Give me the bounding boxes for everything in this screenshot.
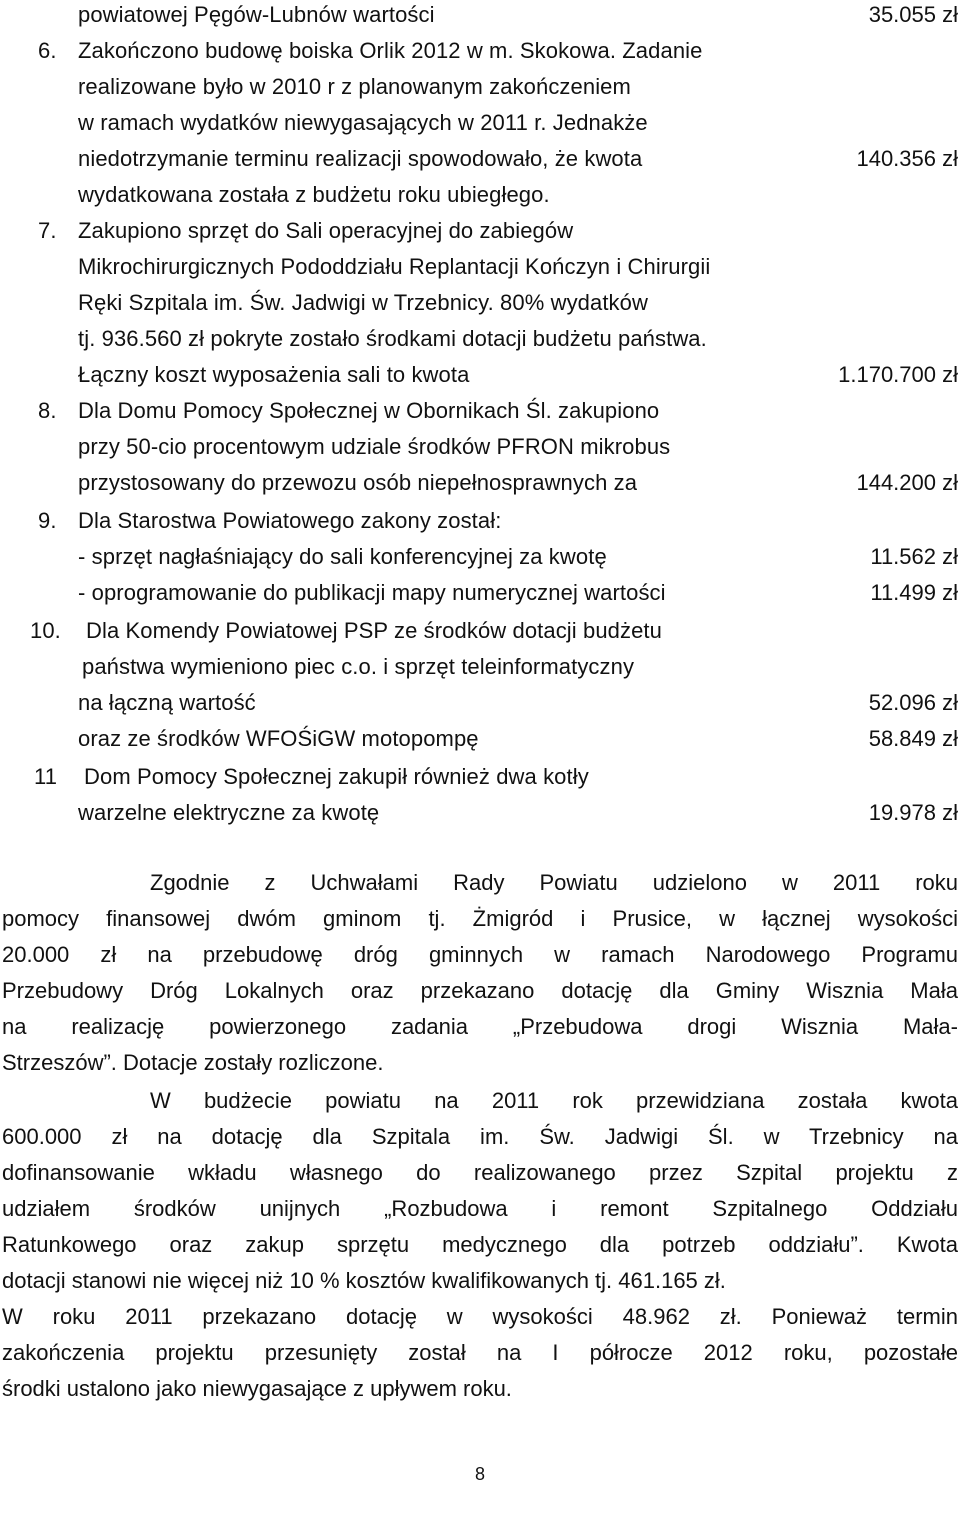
item-line: na łączną wartość [78,690,256,715]
paragraph-line: Zgodnie z Uchwałami Rady Powiatu udzielono w 2011 roku [150,870,958,895]
paragraph-line: 20.000 zł na przebudowę dróg gminnych w ramach Narodowego Programu [2,942,958,967]
item-line: Dom Pomocy Społecznej zakupił również dwa kotły [84,764,589,789]
item-amount: 58.849 zł [868,726,958,751]
paragraph-line: dotacji stanowi nie więcej niż 10 % kosztów kwalifikowanych tj. 461.165 zł. [2,1268,726,1293]
paragraph-line: udziałem środków unijnych „Rozbudowa i remont Szpitalnego Oddziału [2,1196,958,1221]
item-line: niedotrzymanie terminu realizacji spowodowało, że kwota [78,146,643,171]
item-line: powiatowej Pęgów-Lubnów wartości [78,2,435,27]
item-amount: 1.170.700 zł [838,362,958,387]
item-line: w ramach wydatków niewygasających w 2011 r. Jednakże [78,110,648,135]
item-amount: 19.978 zł [868,800,958,825]
paragraph-line: zakończenia projektu przesunięty został na I półrocze 2012 roku, pozostałe [2,1340,958,1365]
item-amount: 140.356 zł [856,146,958,171]
item-line: przy 50-cio procentowym udziale środków PFRON mikrobus [78,434,671,459]
item-number: 6. [38,38,57,63]
paragraph-line: na realizację powierzonego zadania „Przebudowa drogi Wisznia Mała- [2,1014,958,1039]
page-number: 8 [474,1464,485,1484]
paragraph-line: Ratunkowego oraz zakup sprzętu medycznego dla potrzeb oddziału”. Kwota [2,1232,958,1257]
item-line: oraz ze środków WFOŚiGW motopompę [78,726,479,751]
paragraph-line: pomocy finansowej dwóm gminom tj. Żmigród i Prusice, w łącznej wysokości [2,906,958,931]
item-line: Dla Domu Pomocy Społecznej w Obornikach Śl. zakupiono [78,398,660,423]
item-number: 7. [38,218,57,243]
item-line: przystosowany do przewozu osób niepełnosprawnych za [78,470,638,495]
paragraph-line: 600.000 zł na dotację dla Szpitala im. Św. Jadwigi Śl. w Trzebnicy na [2,1124,958,1149]
item-line: Zakończono budowę boiska Orlik 2012 w m. Skokowa. Zadanie [78,38,703,63]
item-line: warzelne elektryczne za kwotę [78,800,380,825]
item-amount: 144.200 zł [856,470,958,495]
item-number: 11 [34,764,58,789]
paragraph-line: W budżecie powiatu na 2011 rok przewidziana została kwota [150,1088,958,1113]
item-line: Łączny koszt wyposażenia sali to kwota [78,362,470,387]
item-line: Ręki Szpitala im. Św. Jadwigi w Trzebnicy. 80% wydatków [78,290,648,315]
item-amount: 52.096 zł [868,690,958,715]
paragraph-line: W roku 2011 przekazano dotację w wysokości 48.962 zł. Ponieważ termin [2,1304,958,1329]
item-amount: 11.562 zł [870,544,958,569]
paragraph-line: środki ustalono jako niewygasające z upływem roku. [2,1376,512,1401]
item-line: Dla Komendy Powiatowej PSP ze środków dotacji budżetu [86,618,662,643]
item-amount: 11.499 zł [870,580,958,605]
item-number: 9. [38,508,57,533]
item-line: Mikrochirurgicznych Pododdziału Replantacji Kończyn i Chirurgii [78,254,711,279]
item-line: Zakupiono sprzęt do Sali operacyjnej do zabiegów [78,218,574,243]
item-line: wydatkowana została z budżetu roku ubiegłego. [78,182,550,207]
item-amount: 35.055 zł [868,2,958,27]
item-line: realizowane było w 2010 r z planowanym zakończeniem [78,74,631,99]
item-line: Dla Starostwa Powiatowego zakony został: [78,508,502,533]
paragraph-line: dofinansowanie wkładu własnego do realizowanego przez Szpital projektu z [2,1160,958,1185]
item-number: 10. [30,618,61,643]
paragraph-line: Przebudowy Dróg Lokalnych oraz przekazano dotację dla Gminy Wisznia Mała [2,978,958,1003]
item-line: - sprzęt nagłaśniający do sali konferencyjnej za kwotę [78,544,607,569]
item-line: tj. 936.560 zł pokryte zostało środkami dotacji budżetu państwa. [78,326,707,351]
paragraph-line: Strzeszów”. Dotacje zostały rozliczone. [2,1050,384,1075]
item-number: 8. [38,398,57,423]
item-line: państwa wymieniono piec c.o. i sprzęt teleinformatyczny [82,654,635,679]
item-line: - oprogramowanie do publikacji mapy numerycznej wartości [78,580,666,605]
